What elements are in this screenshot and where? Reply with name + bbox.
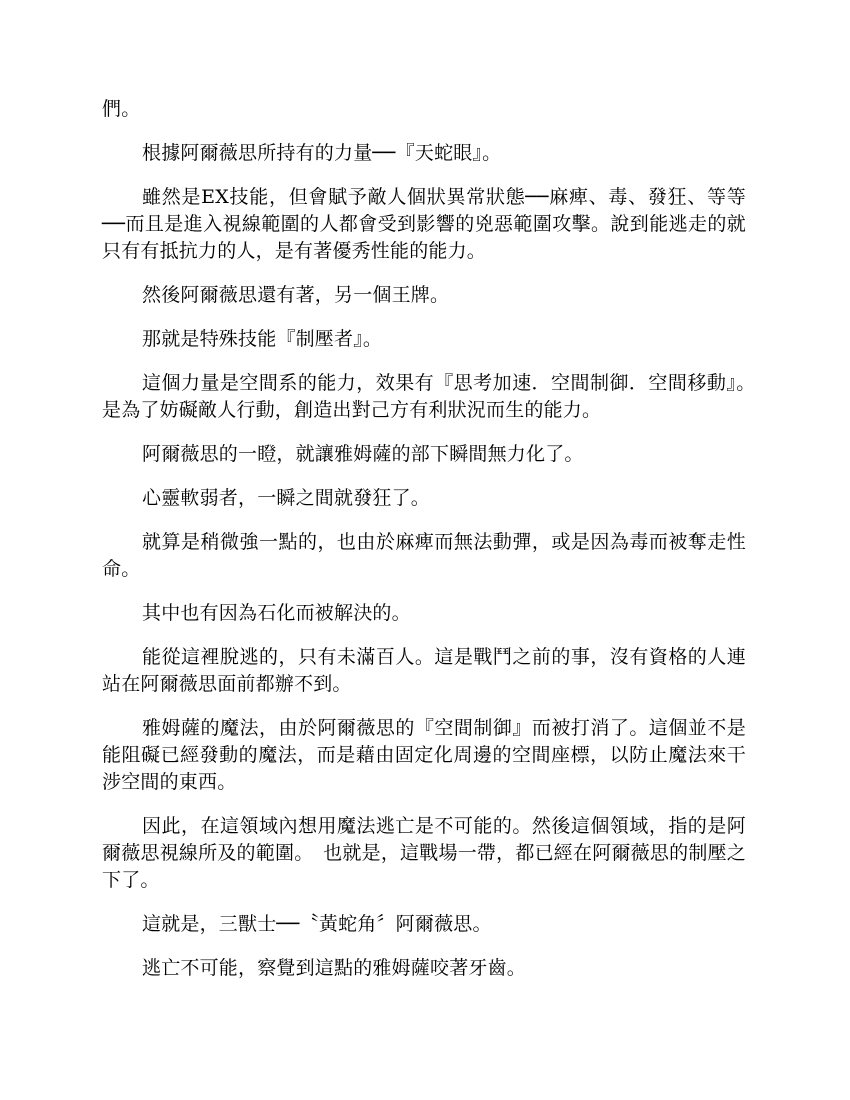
paragraph: 就算是稍微強一點的，也由於麻痺而無法動彈，或是因為毒而被奪走性命。: [102, 531, 746, 580]
paragraph: 雅姆薩的魔法，由於阿爾薇思的『空間制御』而被打消了。這個並不是能阻礙已經發動的魔法，而是藉由固定化周邊的空間座標，以防止魔法來干涉空間的東西。: [102, 717, 746, 793]
paragraph: 那就是特殊技能『制壓者』。: [142, 328, 383, 350]
paragraph: 逃亡不可能，察覺到這點的雅姆薩咬著牙齒。: [142, 957, 527, 979]
paragraph: 雖然是EX技能，但會賦予敵人個狀異常狀態──麻痺、毒、發狂、等等──而且是進入視線範圍的人都會受到影響的兇惡範圍攻擊。說到能逃走的就只有有抵抗力的人，是有著優秀性能的能力。: [102, 186, 746, 262]
paragraph: 因此，在這領域內想用魔法逃亡是不可能的。然後這個領域，指的是阿爾薇思視線所及的範圍。 也就是，這戰場一帶，都已經在阿爾薇思的制壓之下了。: [102, 815, 746, 891]
paragraph: 心靈軟弱者，一瞬之間就發狂了。: [142, 487, 431, 509]
body-text: [102, 96, 766, 999]
paragraph: 阿爾薇思的一瞪，就讓雅姆薩的部下瞬間無力化了。: [142, 443, 584, 465]
paragraph: 然後阿爾薇思還有著，另一個王牌。: [142, 284, 450, 306]
paragraph: 這就是，三獸士──〝黃蛇角〞阿爾薇思。: [142, 913, 492, 935]
paragraph: 們。: [102, 98, 141, 120]
paragraph: 其中也有因為石化而被解決的。: [142, 602, 411, 624]
paragraph: 能從這裡脫逃的，只有未滿百人。這是戰鬥之前的事，沒有資格的人連站在阿爾薇思面前都辦不到。: [102, 646, 746, 695]
paragraph: 這個力量是空間系的能力，效果有『思考加速．空間制御．空間移動』。 是為了妨礙敵人行動，創造出對己方有利狀況而生的能力。: [102, 372, 766, 421]
paragraph: 根據阿爾薇思所持有的力量──『天蛇眼』。: [142, 142, 502, 164]
